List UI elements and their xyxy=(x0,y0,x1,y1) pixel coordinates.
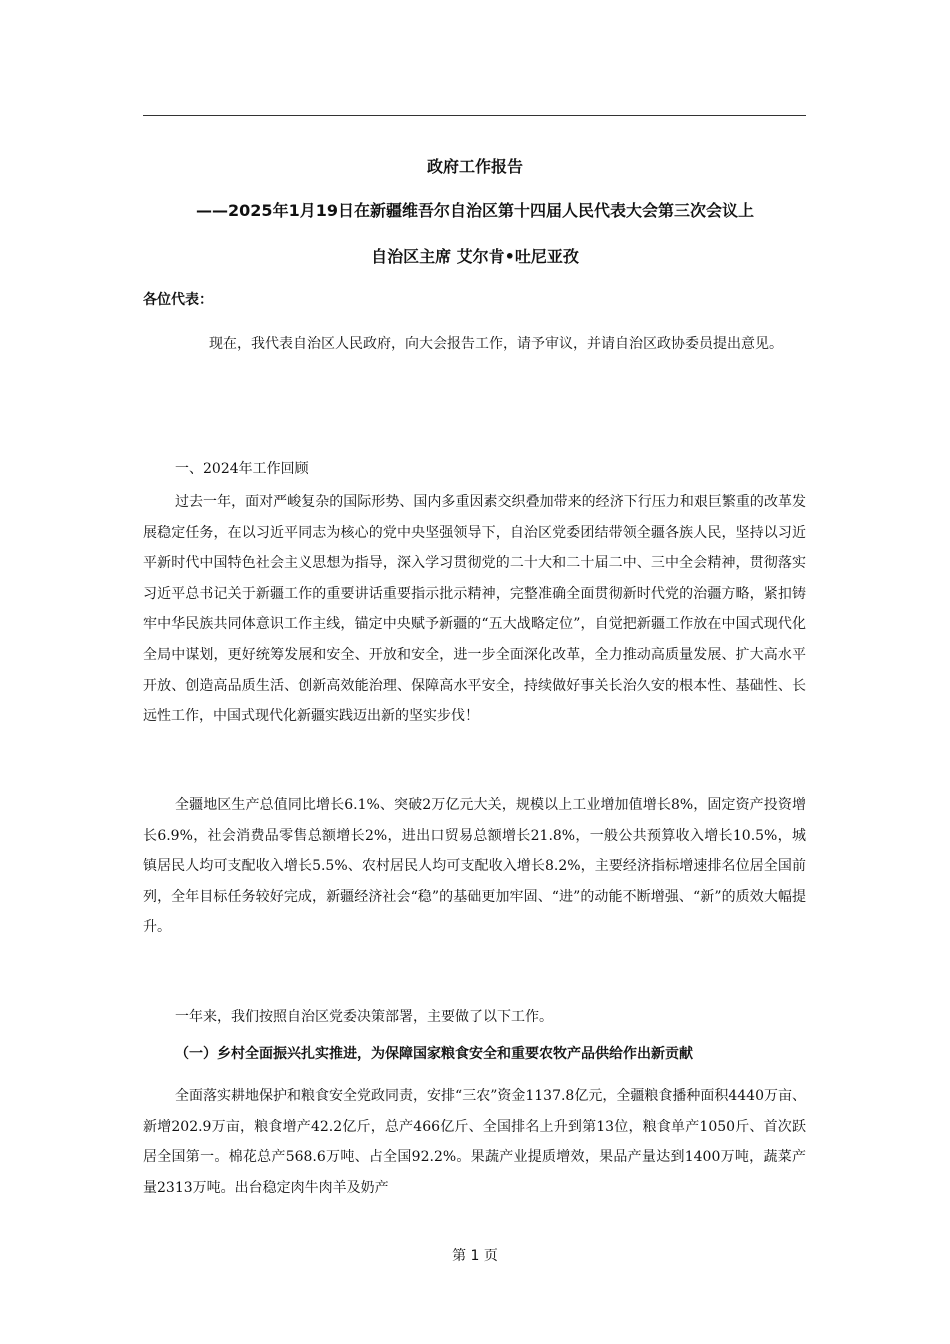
document-subtitle: ——2025年1月19日在新疆维吾尔自治区第十四届人民代表大会第三次会议上 xyxy=(196,201,754,220)
header-divider xyxy=(143,115,806,116)
paragraph-agriculture: 全面落实耕地保护和粮食安全党政同责，安排“三农”资金1137.8亿元，全疆粮食播种面积4440万亩、新增202.9万亩，粮食增产42.2亿斤，总产466亿斤、全国排名上升到第13位，粮食单产1050斤、首次跃居全国第一。棉花总产568.6万吨、占全国92.2%。果蔬产业提质增效，果品产量达到1400万吨，蔬菜产量2313万吨。出台稳定肉牛肉羊及奶产 xyxy=(143,1088,806,1196)
page-number: 第 1 页 xyxy=(452,1248,498,1264)
salutation: 各位代表： xyxy=(143,292,213,308)
paragraph-indicators: 全疆地区生产总值同比增长6.1%、突破2万亿元大关，规模以上工业增加值增长8%，固定资产投资增长6.9%，社会消费品零售总额增长2%，进出口贸易总额增长21.8%，一般公共预算收入增长10.5%，城镇居民人均可支配收入增长5.5%、农村居民人均可支配收入增长8.2%，主要经济指标增速排名位居全国前列，全年目标任务较好完成，新疆经济社会“稳”的基础更加牢固、“进”的动能不断增强、“新”的质效大幅提升。 xyxy=(143,797,806,936)
section-heading: 一、2024年工作回顾 xyxy=(175,461,309,477)
paragraph-work-summary: 一年来，我们按照自治区党委决策部署，主要做了以下工作。 xyxy=(175,1009,553,1025)
page-header xyxy=(143,88,806,116)
document-title: 政府工作报告 xyxy=(426,157,523,176)
intro-paragraph: 现在，我代表自治区人民政府，向大会报告工作，请予审议，并请自治区政协委员提出意见。 xyxy=(209,336,783,352)
subsection-heading: （一）乡村全面振兴扎实推进，为保障国家粮食安全和重要农牧产品供给作出新贡献 xyxy=(175,1046,693,1062)
paragraph-review: 过去一年，面对严峻复杂的国际形势、国内多重因素交织叠加带来的经济下行压力和艰巨繁重的改革发展稳定任务，在以习近平同志为核心的党中央坚强领导下，自治区党委团结带领全疆各族人民，坚持以习近平新时代中国特色社会主义思想为指导，深入学习贯彻党的二十大和二十届二中、三中全会精神，贯彻落实习近平总书记关于新疆工作的重要讲话重要指示批示精神，完整准确全面贯彻新时代党的治疆方略，紧扣铸牢中华民族共同体意识工作主线，锚定中央赋予新疆的“五大战略定位”，自觉把新疆工作放在中国式现代化全局中谋划，更好统筹发展和安全、开放和安全，进一步全面深化改革，全力推动高质量发展、扩大高水平开放、创造高品质生活、创新高效能治理、保障高水平安全，持续做好事关长治久安的根本性、基础性、长远性工作，中国式现代化新疆实践迈出新的坚实步伐！ xyxy=(143,494,806,725)
document-speaker: 自治区主席 艾尔肯•吐尼亚孜 xyxy=(371,247,579,266)
